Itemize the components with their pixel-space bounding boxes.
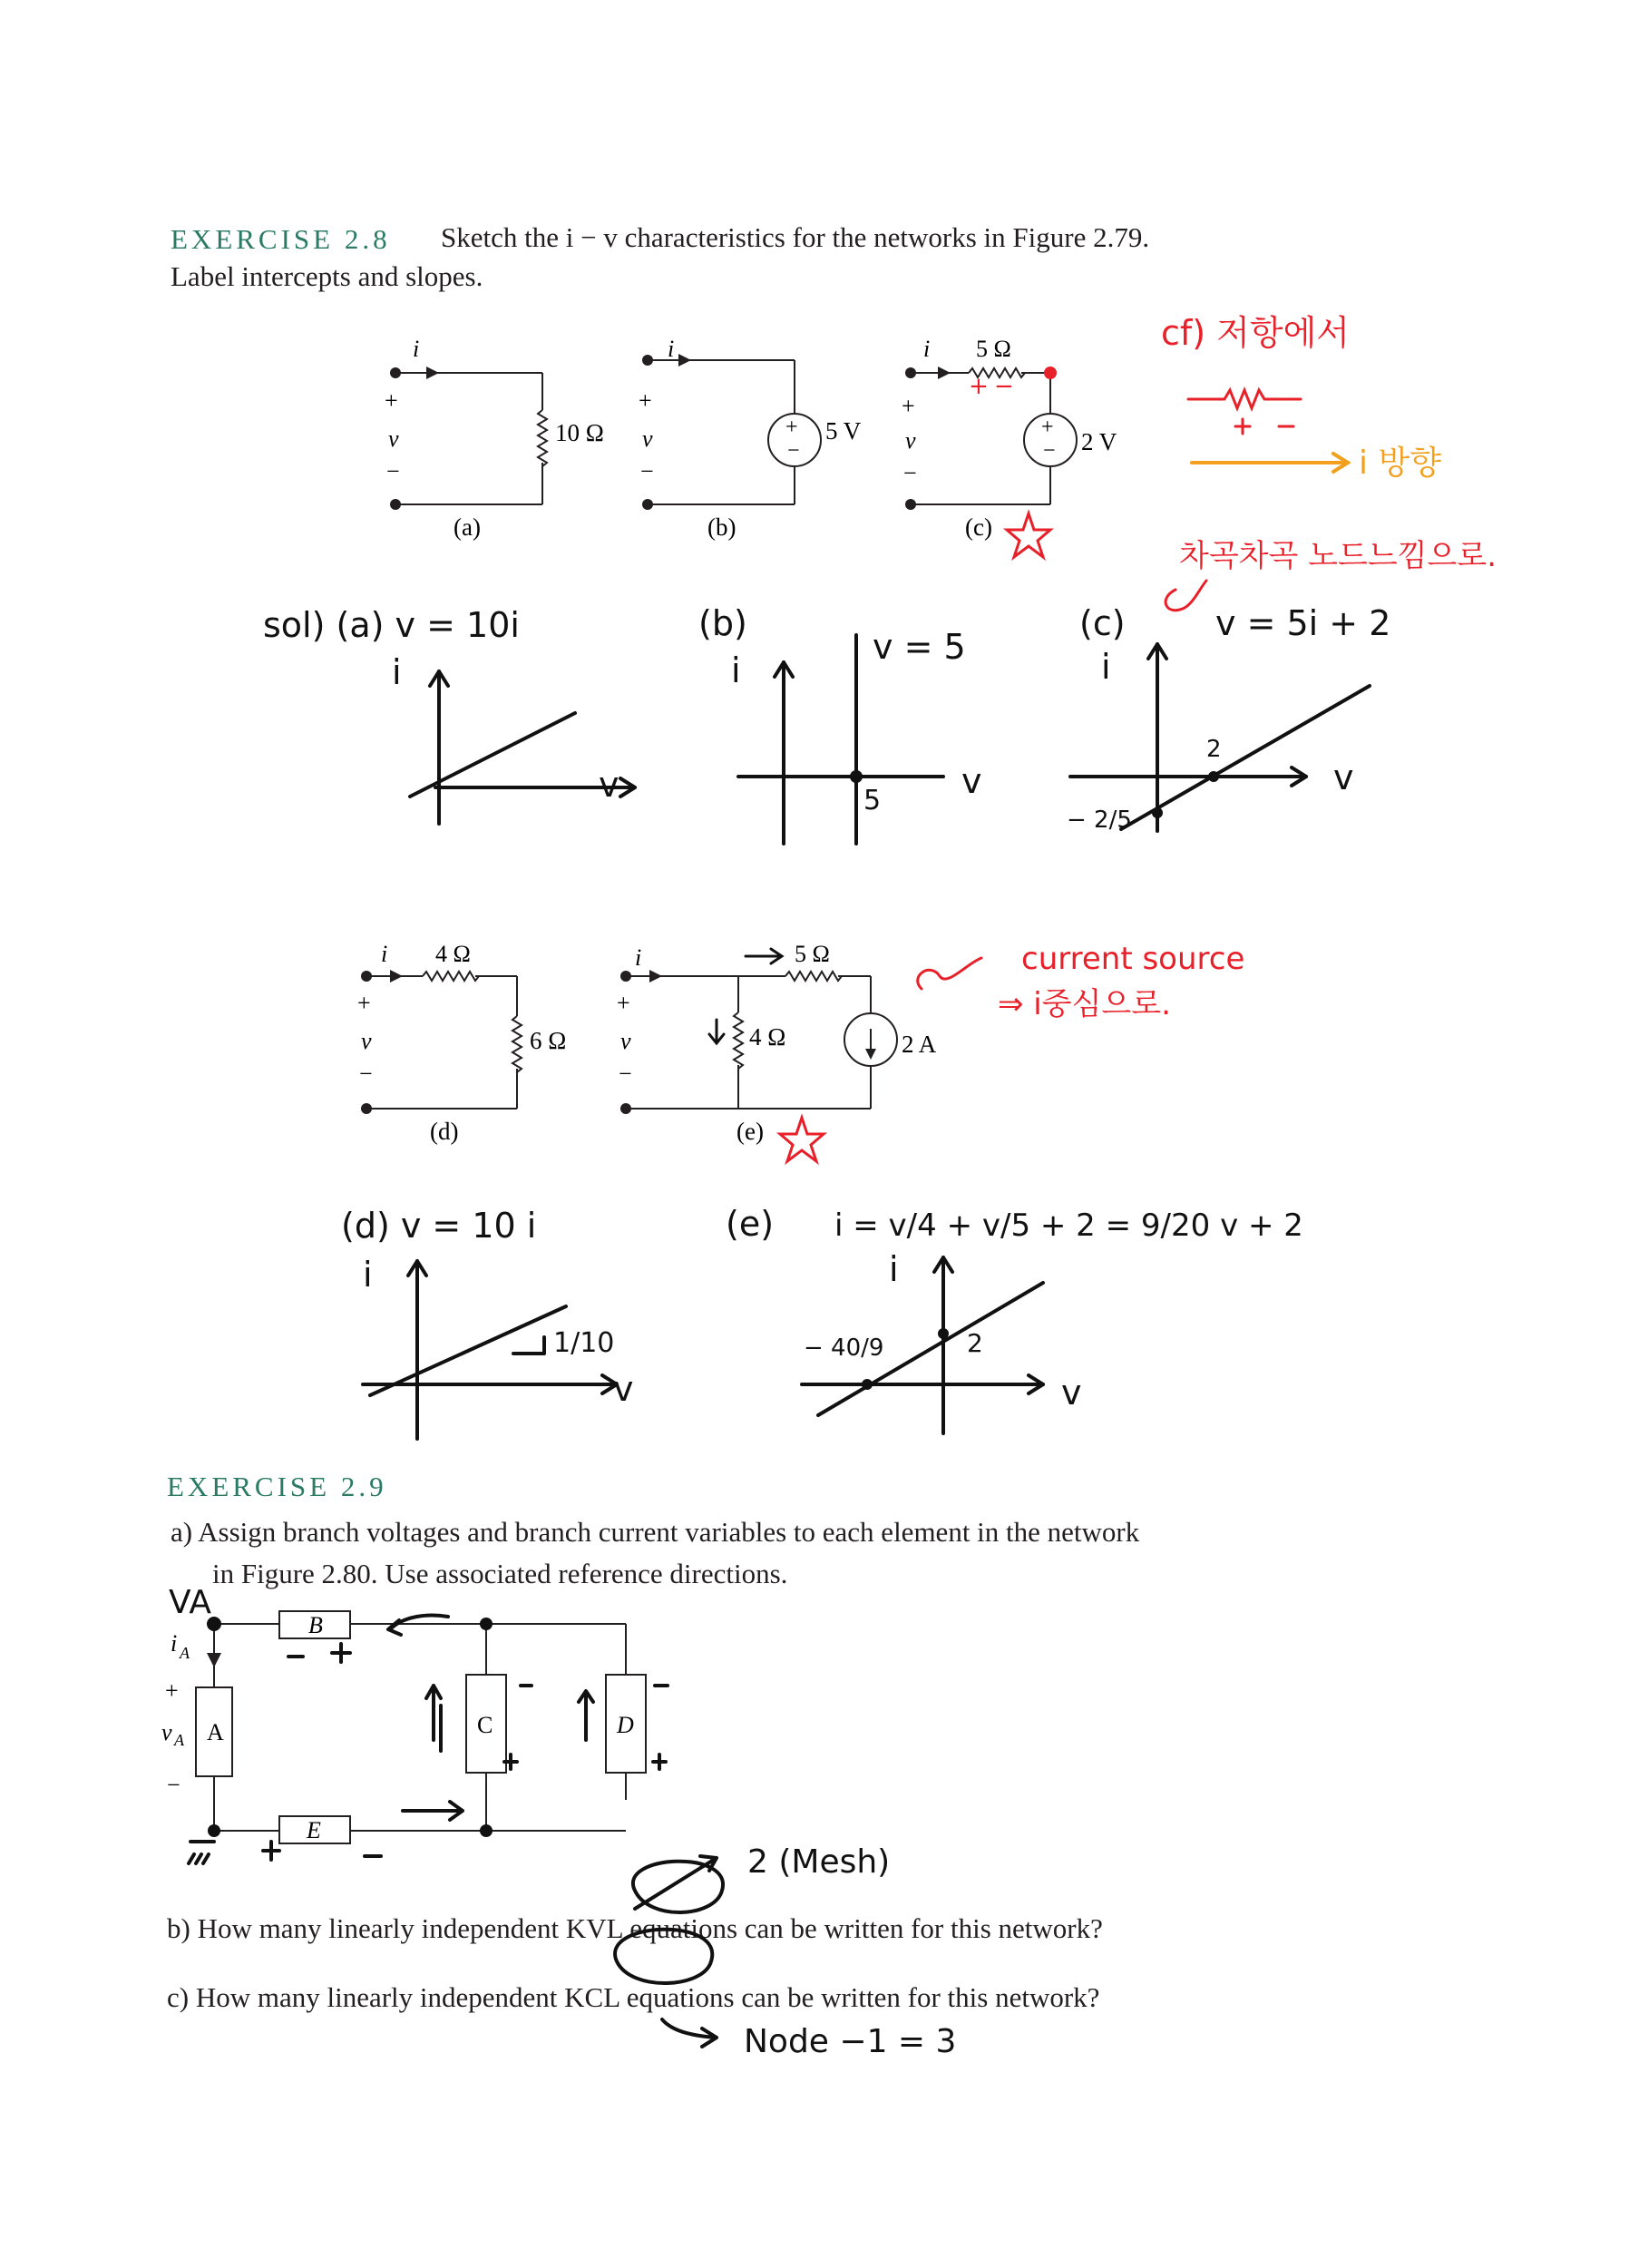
sol-d-axis-i: i bbox=[363, 1255, 373, 1295]
sol-b-eq: v = 5 bbox=[873, 627, 966, 667]
label-plus-e: + bbox=[617, 990, 630, 1016]
sol-d-slope: 1/10 bbox=[553, 1327, 615, 1359]
resistor-d2-label: 6 Ω bbox=[530, 1027, 567, 1054]
sol-c-eq: v = 5i + 2 bbox=[1215, 603, 1391, 643]
exercise-2-9-part-a-line2: in Figure 2.80. Use associated reference directions. bbox=[212, 1558, 788, 1589]
sol-d-axis-v: v bbox=[613, 1369, 634, 1409]
kvl-answer: 2 (Mesh) bbox=[747, 1843, 891, 1881]
sol-c-axis-v: v bbox=[1333, 758, 1354, 797]
element-d-label: D bbox=[617, 1712, 634, 1738]
label-i-e: i bbox=[635, 944, 642, 971]
label-v-e: v bbox=[620, 1028, 631, 1054]
sol-b: (b) bbox=[698, 603, 747, 643]
source-b-label: 5 V bbox=[825, 417, 862, 445]
label-plus-c: + bbox=[902, 393, 915, 419]
resistor-e1-label: 5 Ω bbox=[795, 941, 830, 967]
voltage-va-label: v bbox=[161, 1719, 172, 1745]
source-e-label: 2 A bbox=[902, 1031, 937, 1058]
label-plus-d: + bbox=[357, 990, 371, 1016]
label-minus-e: − bbox=[619, 1061, 632, 1087]
label-plus-b: + bbox=[639, 387, 652, 414]
label-v-d: v bbox=[361, 1028, 372, 1054]
caption-d: (d) bbox=[430, 1118, 459, 1145]
element-a-label: A bbox=[207, 1719, 224, 1745]
sol-b-axis-v: v bbox=[961, 761, 982, 801]
sol-e: (e) bbox=[726, 1204, 775, 1244]
sol-c-axis-i: i bbox=[1101, 647, 1111, 687]
caption-a: (a) bbox=[454, 513, 481, 541]
current-ia-sub: A bbox=[180, 1644, 190, 1662]
sol-c-polarity-minus: − bbox=[994, 373, 1014, 400]
label-minus-b: − bbox=[640, 458, 654, 484]
exercise-2-9-part-a-line1: a) Assign branch voltages and branch current variables to each element in the network bbox=[171, 1516, 1140, 1548]
sol-a: sol) (a) v = 10i bbox=[263, 605, 520, 645]
sol-e-eq: i = v/4 + v/5 + 2 = 9/20 v + 2 bbox=[834, 1207, 1303, 1244]
sol-a-axis-i: i bbox=[392, 652, 402, 692]
sol-d: (d) v = 10 i bbox=[341, 1206, 537, 1246]
label-v-a: v bbox=[388, 425, 399, 452]
sol-c-tick-x: 2 bbox=[1206, 736, 1222, 763]
caption-b: (b) bbox=[707, 513, 736, 541]
label-plus-a: + bbox=[385, 387, 398, 414]
exercise-2-8-prompt-line2: Label intercepts and slopes. bbox=[171, 260, 483, 292]
sol-e-axis-v: v bbox=[1061, 1373, 1082, 1413]
label-v-b: v bbox=[642, 425, 653, 452]
sol-e-tick-x: − 40/9 bbox=[804, 1334, 884, 1362]
sol-b-tick: 5 bbox=[863, 785, 882, 816]
source-c-label: 2 V bbox=[1081, 428, 1117, 455]
sol-c: (c) bbox=[1079, 603, 1126, 643]
voltage-va-sub: A bbox=[174, 1731, 184, 1749]
note-resistor: cf) 저항에서 bbox=[1161, 313, 1351, 353]
va-plus: + bbox=[165, 1677, 179, 1704]
note-node: 차곡차곡 노드느낌으로. bbox=[1179, 538, 1497, 574]
caption-c: (c) bbox=[965, 513, 992, 541]
label-minus-d: − bbox=[359, 1061, 373, 1087]
label-i-a: i bbox=[413, 336, 420, 362]
sol-e-axis-i: i bbox=[889, 1249, 899, 1289]
exercise-2-8-label: EXERCISE 2.8 bbox=[171, 223, 391, 255]
sol-c-tick-y: − 2/5 bbox=[1067, 807, 1132, 834]
source-c-plus: + bbox=[1041, 415, 1054, 439]
sol-c-polarity: + bbox=[969, 373, 989, 400]
va-handwritten: VA bbox=[169, 1584, 211, 1621]
note-current-source2: ⇒ i중심으로. bbox=[998, 986, 1171, 1022]
label-i-c: i bbox=[923, 336, 931, 362]
element-b-label: B bbox=[308, 1612, 323, 1638]
label-minus-c: − bbox=[903, 460, 917, 486]
kcl-answer: Node −1 = 3 bbox=[744, 2023, 957, 2060]
caption-e: (e) bbox=[736, 1118, 764, 1145]
note-current-source: current source bbox=[1021, 941, 1245, 977]
exercise-2-8-prompt-line1: Sketch the i − v characteristics for the networks in Figure 2.79. bbox=[441, 221, 1150, 253]
source-b-minus: − bbox=[787, 439, 800, 463]
resistor-c-label: 5 Ω bbox=[976, 336, 1011, 362]
label-i-d: i bbox=[381, 941, 388, 967]
sol-b-axis-i: i bbox=[731, 650, 741, 690]
label-minus-a: − bbox=[386, 458, 400, 484]
element-e-label: E bbox=[307, 1817, 321, 1843]
exercise-2-9-part-c: c) How many linearly independent KCL equations can be written for this network? bbox=[167, 1981, 1100, 2013]
resistor-d1-label: 4 Ω bbox=[435, 941, 471, 967]
source-b-plus: + bbox=[785, 415, 798, 439]
va-minus: − bbox=[167, 1772, 180, 1798]
resistor-a-label: 10 Ω bbox=[555, 419, 604, 446]
exercise-2-9-label: EXERCISE 2.9 bbox=[167, 1471, 387, 1502]
sol-a-axis-v: v bbox=[599, 765, 619, 805]
element-c-label: C bbox=[477, 1712, 493, 1738]
exercise-2-9-part-b: b) How many linearly independent KVL equations can be written for this network? bbox=[167, 1912, 1103, 1944]
note-direction: i 방향 bbox=[1359, 445, 1441, 482]
sol-e-tick-y: 2 bbox=[967, 1328, 983, 1358]
current-ia-label: i bbox=[171, 1630, 178, 1657]
label-i-b: i bbox=[668, 336, 675, 362]
source-c-minus: − bbox=[1043, 439, 1056, 463]
resistor-e2-label: 4 Ω bbox=[749, 1023, 786, 1051]
label-v-c: v bbox=[905, 427, 916, 454]
